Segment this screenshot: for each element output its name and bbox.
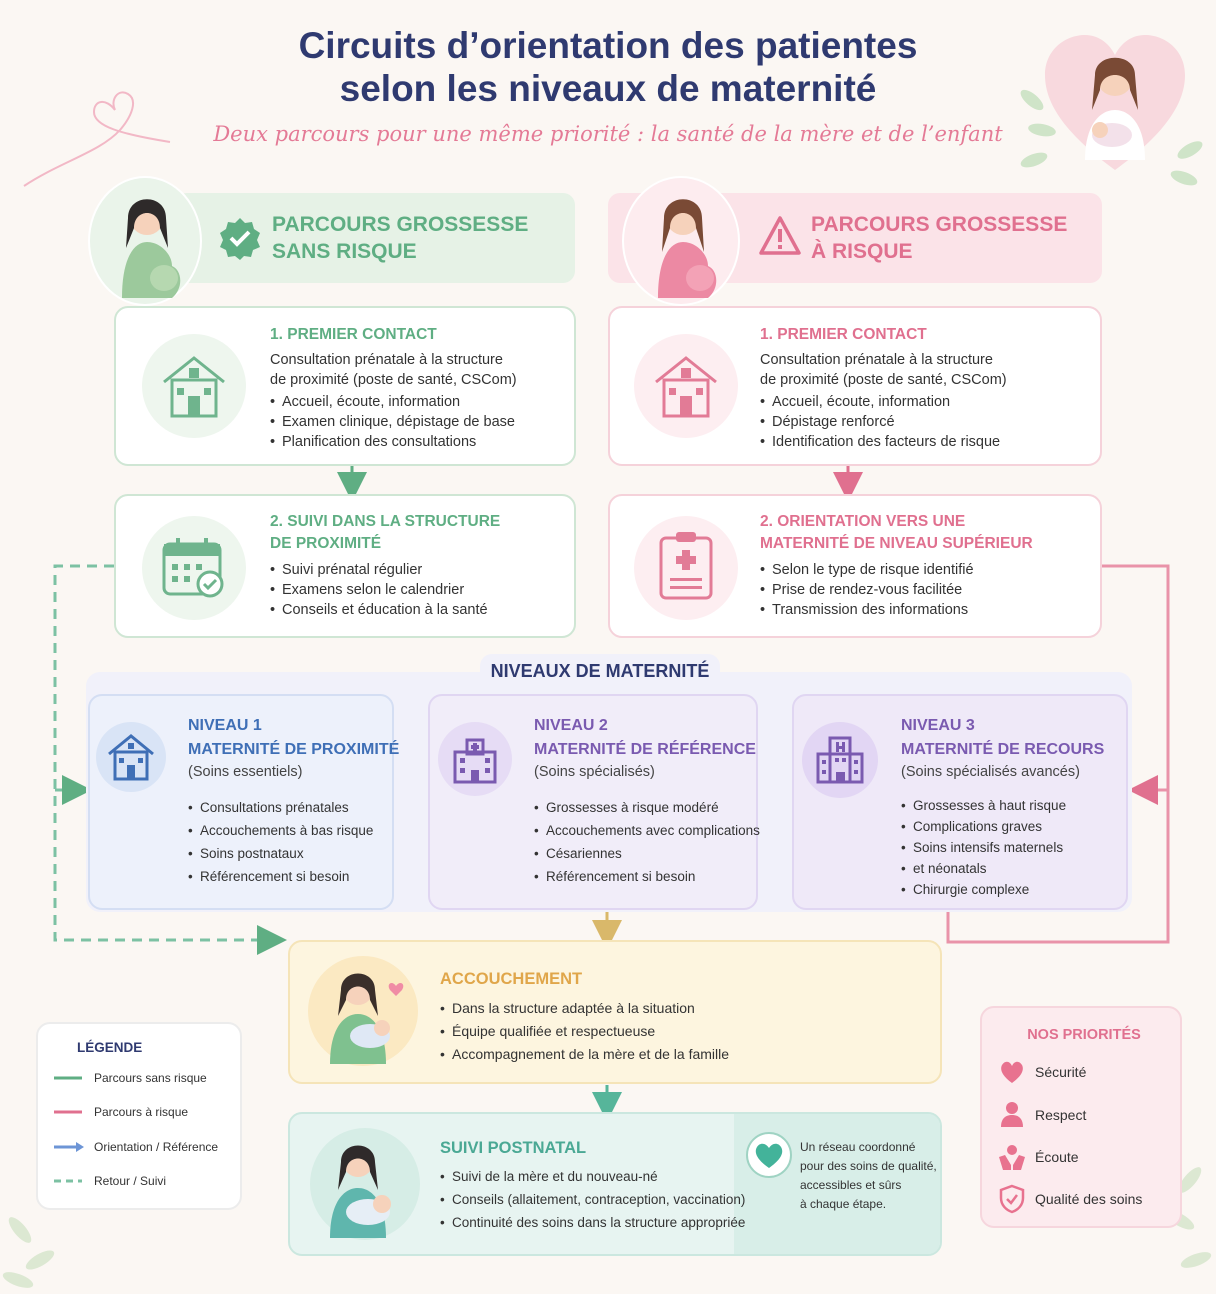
note-line: pour des soins de qualité, <box>800 1159 937 1173</box>
right-path-title <box>811 211 1067 265</box>
right-step1-title: 1. PREMIER CONTACT <box>760 326 927 343</box>
left-step1-desc-line1: Consultation prénatale à la structure <box>270 352 503 368</box>
postnatal-network-note <box>800 1138 937 1214</box>
legend-item-risk: Parcours à risque <box>94 1105 189 1119</box>
list-item: • Accouchements avec complications <box>534 819 760 842</box>
left-step2-title-line2: DE PROXIMITÉ <box>270 535 382 552</box>
delivery-list <box>440 997 729 1066</box>
mother-holding-baby-icon <box>310 1128 420 1240</box>
priority-item-listening: Écoute <box>1035 1149 1079 1165</box>
level3-title <box>901 714 1104 762</box>
level1-list <box>188 796 373 888</box>
list-item: • Grossesses à haut risque <box>901 795 1066 816</box>
left-path-title-line2: SANS RISQUE <box>272 240 417 263</box>
list-item-continuation: • et néonatals <box>901 858 1066 879</box>
level2-list <box>534 796 760 888</box>
right-step1-desc-line1: Consultation prénatale à la structure <box>760 352 993 368</box>
level2-title-line1: NIVEAU 2 <box>534 717 608 734</box>
list-item: • Grossesses à risque modéré <box>534 796 760 819</box>
level2-title-line2: MATERNITÉ DE RÉFÉRENCE <box>534 741 756 758</box>
left-path-title <box>272 211 528 265</box>
note-line: Un réseau coordonné <box>800 1140 916 1154</box>
delivery-title: ACCOUCHEMENT <box>440 970 583 988</box>
legend-swatches <box>52 1068 88 1198</box>
postnatal-title: SUIVI POSTNATAL <box>440 1139 587 1157</box>
levels-section-title: NIVEAUX DE MATERNITÉ <box>490 661 710 681</box>
list-item: • Conseils (allaitement, contraception, vaccination) <box>440 1188 745 1211</box>
level1-subtitle: (Soins essentiels) <box>188 764 303 780</box>
medical-clipboard-icon <box>656 530 716 602</box>
legend-item-safe: Parcours sans risque <box>94 1071 207 1085</box>
note-line: accessibles et sûrs <box>800 1178 902 1192</box>
page-title-line2: selon les niveaux de maternité <box>339 68 877 109</box>
level3-list <box>901 795 1066 900</box>
list-item: • Complications graves <box>901 816 1066 837</box>
list-item: • Identification des facteurs de risque <box>760 432 1007 452</box>
postnatal-list <box>440 1165 745 1234</box>
right-step2-title <box>760 511 1033 555</box>
level1-title <box>188 714 399 762</box>
right-step2-title-line1: 2. ORIENTATION VERS UNE <box>760 513 966 530</box>
level2-title <box>534 714 756 762</box>
list-item: • Examen clinique, dépistage de base <box>270 412 517 432</box>
shield-check-icon <box>999 1184 1025 1214</box>
left-step2-title-line1: 2. SUIVI DANS LA STRUCTURE <box>270 513 501 530</box>
list-item: • Référencement si besoin <box>534 865 760 888</box>
list-item: • Accouchements à bas risque <box>188 819 373 842</box>
check-badge-icon <box>218 216 262 260</box>
delivery-avatar <box>308 956 418 1066</box>
list-item: • Accueil, écoute, information <box>760 392 1007 412</box>
left-path-title-line1: PARCOURS GROSSESSE <box>272 213 529 236</box>
postnatal-avatar <box>310 1128 420 1240</box>
pregnant-woman-avatar-green <box>88 176 202 306</box>
level3-title-line1: NIVEAU 3 <box>901 717 975 734</box>
pregnant-woman-avatar-pink <box>622 176 740 306</box>
list-item: • Soins postnataux <box>188 842 373 865</box>
priority-item-security: Sécurité <box>1035 1064 1087 1080</box>
warning-triangle-icon <box>758 215 802 257</box>
level1-title-line2: MATERNITÉ DE PROXIMITÉ <box>188 741 400 758</box>
heart-icon <box>998 1058 1026 1086</box>
level3-title-line2: MATERNITÉ DE RECOURS <box>901 741 1105 758</box>
left-step1-desc-line2: de proximité (poste de santé, CSCom) <box>270 372 517 388</box>
left-step2-list <box>270 560 488 620</box>
priority-item-respect: Respect <box>1035 1107 1087 1123</box>
calendar-check-icon <box>160 534 228 602</box>
right-step1-desc-line2: de proximité (poste de santé, CSCom) <box>760 372 1007 388</box>
hospital-icon <box>449 734 501 786</box>
list-item: • Selon le type de risque identifié <box>760 560 974 580</box>
page-subtitle: Deux parcours pour une même priorité : la santé de la mère et de l’enfant <box>213 122 1003 146</box>
left-step2-title <box>270 511 500 555</box>
list-item: • Examens selon le calendrier <box>270 580 488 600</box>
network-heart-badge <box>746 1132 792 1178</box>
right-step2-title-line2: MATERNITÉ DE NIVEAU SUPÉRIEUR <box>760 535 1033 552</box>
hospital-building-icon <box>814 734 866 786</box>
priorities-title: NOS PRIORITÉS <box>1027 1027 1141 1043</box>
list-item: • Suivi de la mère et du nouveau-né <box>440 1165 745 1188</box>
pregnant-woman-icon <box>624 178 742 308</box>
note-line: à chaque étape. <box>800 1197 887 1211</box>
list-item: • Dans la structure adaptée à la situation <box>440 997 729 1020</box>
page-title-line1: Circuits d’orientation des patientes <box>298 25 918 66</box>
list-item: • Conseils et éducation à la santé <box>270 600 488 620</box>
list-item: • Prise de rendez-vous facilitée <box>760 580 974 600</box>
health-post-icon <box>652 352 720 420</box>
listening-hands-icon <box>997 1143 1027 1171</box>
mother-newborn-icon <box>308 956 418 1066</box>
list-item: • Consultations prénatales <box>188 796 373 819</box>
list-item: • Dépistage renforcé <box>760 412 1007 432</box>
right-path-title-line2: À RISQUE <box>811 240 913 263</box>
list-item: • Équipe qualifiée et respectueuse <box>440 1020 729 1043</box>
health-post-icon <box>160 352 228 420</box>
legend-item-return: Retour / Suivi <box>94 1174 167 1188</box>
list-item: • Chirurgie complexe <box>901 879 1066 900</box>
list-item: • Transmission des informations <box>760 600 974 620</box>
legend-item-referral: Orientation / Référence <box>94 1140 219 1154</box>
level3-subtitle: (Soins spécialisés avancés) <box>901 764 1080 780</box>
priority-item-quality: Qualité des soins <box>1035 1191 1143 1207</box>
left-step1-description <box>270 350 517 452</box>
left-step1-title: 1. PREMIER CONTACT <box>270 326 437 343</box>
right-step2-list <box>760 560 974 620</box>
maternity-clinic-icon <box>106 732 156 782</box>
person-icon <box>999 1100 1025 1128</box>
right-step1-list <box>760 392 1007 452</box>
list-item: • Continuité des soins dans la structure appropriée <box>440 1211 745 1234</box>
heart-icon <box>748 1134 790 1176</box>
legend-title: LÉGENDE <box>77 1040 143 1055</box>
list-item: • Planification des consultations <box>270 432 517 452</box>
level1-title-line1: NIVEAU 1 <box>188 717 262 734</box>
list-item: • Césariennes <box>534 842 760 865</box>
list-item: • Suivi prénatal régulier <box>270 560 488 580</box>
level2-subtitle: (Soins spécialisés) <box>534 764 655 780</box>
list-item: • Soins intensifs maternels <box>901 837 1066 858</box>
list-item: • Référencement si besoin <box>188 865 373 888</box>
pregnant-woman-icon <box>90 178 204 308</box>
left-step1-list <box>270 392 517 452</box>
list-item: • Accueil, écoute, information <box>270 392 517 412</box>
list-item: • Accompagnement de la mère et de la famille <box>440 1043 729 1066</box>
right-path-title-line1: PARCOURS GROSSESSE <box>811 213 1068 236</box>
right-step1-description <box>760 350 1007 452</box>
